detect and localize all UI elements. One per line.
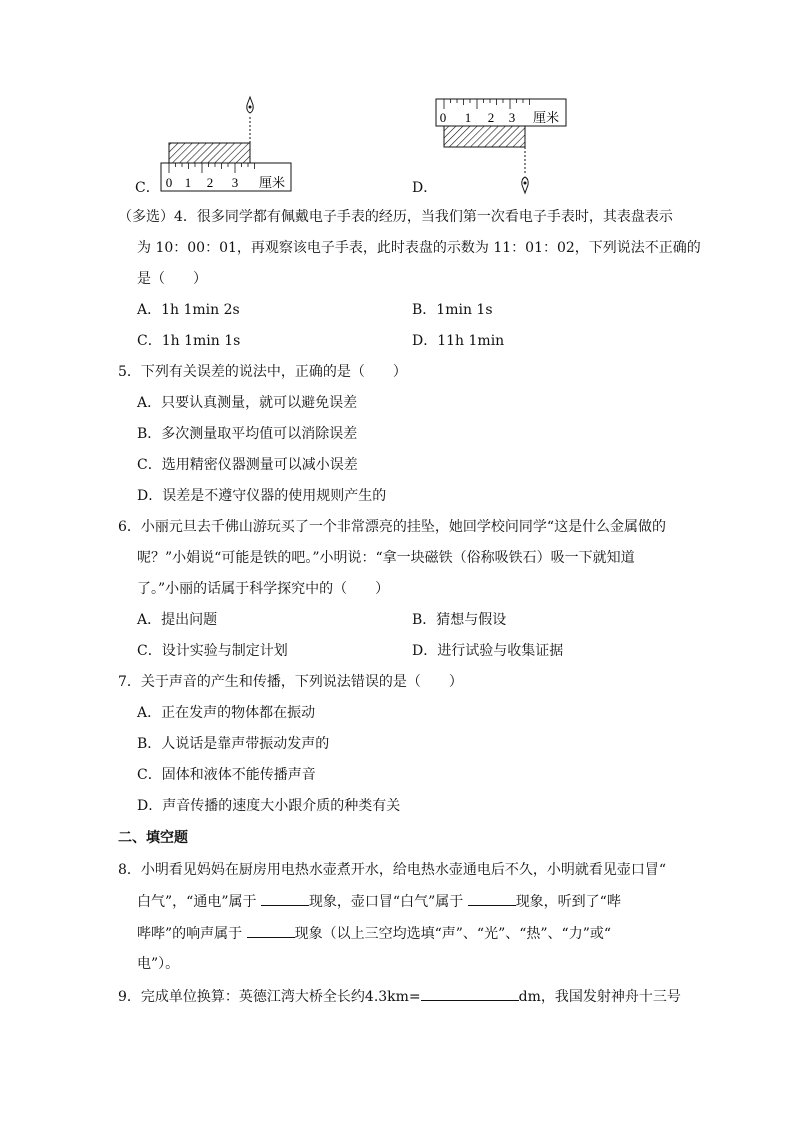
measured-block [444,126,525,147]
tick-label: 2 [206,175,214,190]
option-d-label: D． [412,180,438,196]
q7-option-d: D．声音传播的速度大小跟介质的种类有关 [137,798,401,814]
q5-option-d: D．误差是不遵守仪器的使用规则产生的 [137,488,387,504]
q8-line-1: 8．小明看见妈妈在厨房用电热水壶煮开水，给电热水壶通电后不久，小明就看见壶口冒“ [118,862,667,878]
q4-line-2: 为 10：00：01，再观察该电子手表，此时表盘的示数为 11：01：02，下列说法不正确的 [137,240,701,256]
q9-value: 4.3km= [364,989,421,1005]
q7-option-b: B．人说话是靠声带振动发声的 [137,736,330,752]
q4-option-b: B．1min 1s [412,302,493,318]
eye-icon [247,97,253,113]
q6-option-a: A．提出问题 [137,612,218,628]
tick-label: 3 [231,175,239,190]
q9-text: 9．完成单位换算：英德江湾大桥全长约 [118,989,365,1005]
q5-option-a: A．只要认真测量，就可以避免误差 [137,395,358,411]
measured-block [169,143,250,163]
q8-line-3 [137,923,611,944]
q4-line-3: 是（ ） [137,271,207,287]
q5-stem: 5．下列有关误差的说法中，正确的是（ ） [118,364,407,380]
ruler-figure-c [155,95,300,195]
tick-label: 0 [165,175,173,190]
unit-label: 厘米 [259,175,286,190]
unit-label: 厘米 [533,110,560,125]
q4-option-a: A．1h 1min 2s [137,302,240,318]
q6-option-c: C．设计实验与制定计划 [137,643,288,659]
blank-1 [261,891,309,906]
blank-2 [468,891,516,906]
tick-label: 3 [508,110,516,125]
tick-label: 1 [464,110,472,125]
q6-line-2: 呢？”小娟说“可能是铁的吧。”小明说：“拿一块磁铁（俗称吸铁石）吸一下就知道 [137,550,635,566]
q8-line-4: 电”）。 [137,956,180,972]
q6-line-1: 6．小丽元旦去千佛山游玩买了一个非常漂亮的挂坠，她回学校问同学“这是什么金属做的 [118,519,667,535]
option-c-label: C． [135,180,160,196]
q8-text: 现象（以上三空均选填“声”、“光”、“热”、“力”或“ [294,926,612,942]
q5-option-c: C．选用精密仪器测量可以减小误差 [137,457,358,473]
blank-3 [247,923,295,938]
tick-label: 2 [487,110,495,125]
q8-text: 现象，听到了“哔 [515,894,621,910]
q9-text: dm，我国发射神舟十三号 [518,989,681,1005]
q8-text: 现象，壶口冒“白气”属于 [308,894,468,910]
q8-text: 白气”，“通电”属于 [137,894,261,910]
q4-option-d: D．11h 1min [412,333,505,349]
q4-option-c: C．1h 1min 1s [137,333,241,349]
eye-icon [522,177,528,193]
q6-option-b: B．猜想与假设 [412,612,507,628]
q6-line-3: 了。”小丽的话属于科学探究中的（ ） [137,581,390,597]
section-title: 二、填空题 [118,830,188,846]
q8-line-2 [137,891,621,912]
q7-stem: 7．关于声音的产生和传播，下列说法错误的是（ ） [118,674,463,690]
q9-line-1 [118,986,681,1007]
q4-line-1: （多选）4．很多同学都有佩戴电子手表的经历，当我们第一次看电子手表时，其表盘表示 [118,209,673,225]
q7-option-a: A．正在发声的物体都在振动 [137,705,316,721]
q7-option-c: C．固体和液体不能传播声音 [137,767,316,783]
tick-label: 0 [439,110,447,125]
q6-option-d: D．进行试验与收集证据 [412,643,564,659]
ruler-figure-d [430,95,575,195]
q8-text: 哔哔”的响声属于 [137,926,247,942]
tick-label: 1 [184,175,192,190]
q5-option-b: B．多次测量取平均值可以消除误差 [137,426,358,442]
blank-4 [421,986,519,1001]
